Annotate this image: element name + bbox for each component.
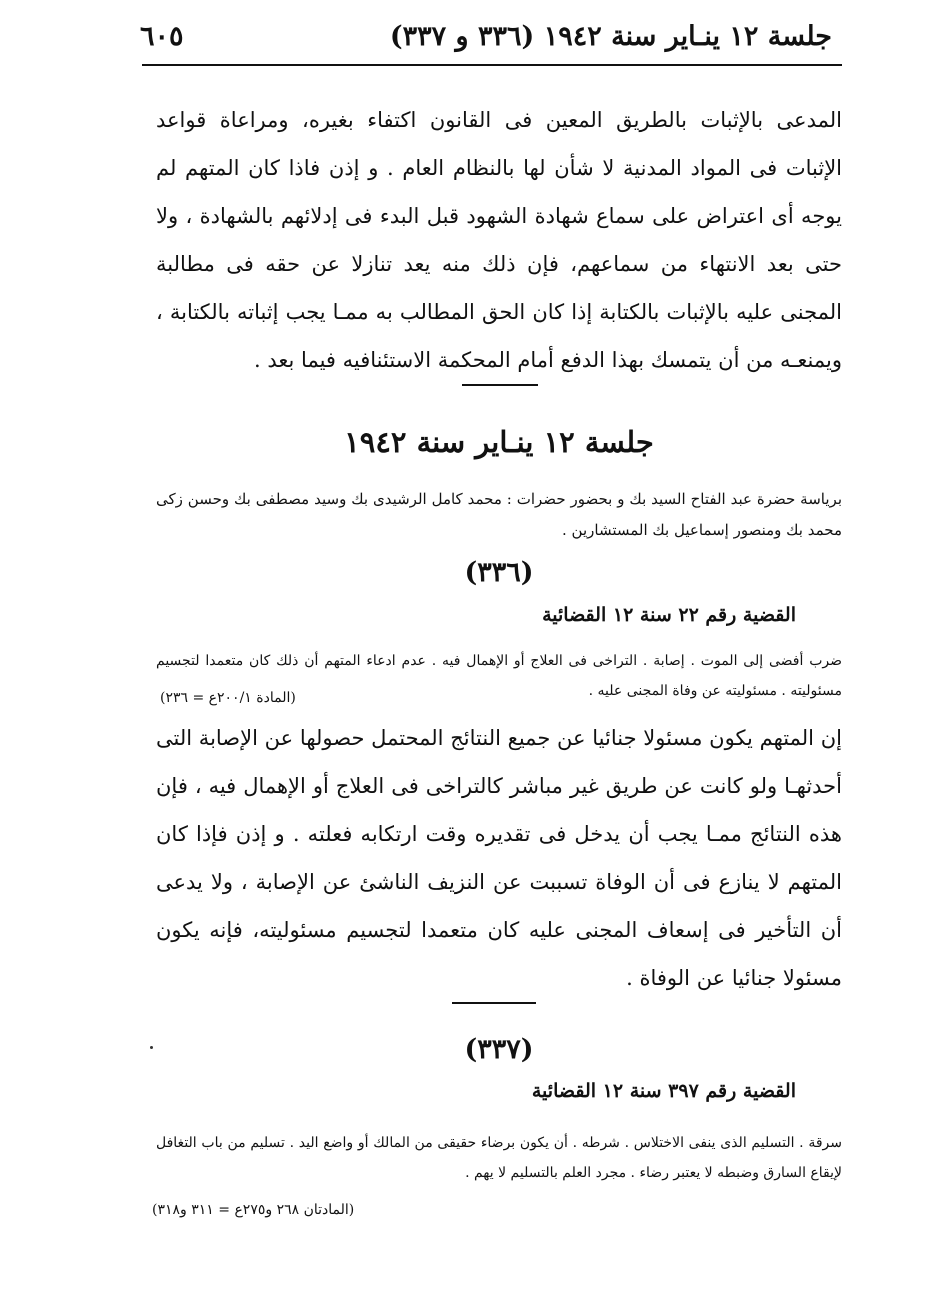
presiding-judges: برياسة حضرة عبد الفتاح السيد بك و بحضور حضرات : محمد كامل الرشيدى بك وسيد مصطفى بك وحسن زكى محمد بك ومنصور إسماعيل بك المستشارين . [156, 490, 842, 539]
section-separator [462, 384, 538, 386]
running-title: جلسة ١٢ ينـاير سنة ١٩٤٢ (٣٣٦ و ٣٣٧) [389, 20, 832, 52]
case-number-337: (٣٣٧) [464, 1034, 534, 1065]
case-summary-336: ضرب أفضى إلى الموت . إصابة . التراخى فى العلاج أو الإهمال فيه . عدم ادعاء المتهم أن ذلك كان متعمدا لتجسيم مسئوليته . مسئوليته عن وفاة المجنى عليه . [156, 653, 842, 699]
case-title-337: القضية رقم ٣٩٧ سنة ١٢ القضائية [531, 1080, 796, 1102]
header-rule [142, 64, 842, 66]
intro-paragraph: المدعى بالإثبات بالطريق المعين فى القانون اكتفاء بغيره، ومراعاة قواعد الإثبات فى المواد المدنية لا شأن لها بالنظام العام . و إذن فاذا كان المتهم لم يوجه أى اعتراض على سماع شهادة الشهود قبل البدء فى إدلائهم بالشهادة ، ولا حتى بعد الانتهاء من سماعهم، فإن ذلك منه يعد تنازلا عن حقه فى مطالبة المجنى عليه بالإثبات بالكتابة إذا كان الحق المطالب به ممـا يجب إثباته بالكتابة ، ويمنعـه من أن يتمسك بهذا الدفع أمام المحكمة الاستئنافيه فيما بعد . [156, 108, 842, 372]
print-speck [150, 1046, 153, 1049]
case-body-336: إن المتهم يكون مسئولا جنائيا عن جميع النتائج المحتمل حصولها عن الإصابة التى أحدثهـا ولو كانت عن طريق غير مباشر كالتراخى فى العلاج أو الإهمال فيه ، فإن هذه النتائج ممـا يجب أن يدخل فى تقديره وقت ارتكابه فعلته . و إذن فإذا كان المتهم لا ينازع فى أن الوفاة تسببت عن النزيف الناشئ عن الإصابة ، ولا يدعى أن التأخير فى إسعاف المجنى عليه كان متعمدا لتجسيم مسئوليته، فإنه يكون مسئولا جنائيا عن الوفاة . [156, 726, 842, 990]
article-reference-336: (المادة ٢٠٠/١ع = ٢٣٦) [160, 690, 296, 706]
page-number: ٦٠٥ [140, 20, 184, 52]
case-summary-337: سرقة . التسليم الذى ينفى الاختلاس . شرطه . أن يكون برضاء حقيقى من المالك أو واضع اليد . تسليم من باب التغافل لإيقاع السارق وضبطه لا يعتبر رضاء . مجرد العلم بالتسليم لا يهم . [156, 1135, 842, 1181]
case-title-336: القضية رقم ٢٢ سنة ١٢ القضائية [542, 604, 796, 626]
section-separator [452, 1002, 536, 1004]
case-number-336: (٣٣٦) [464, 557, 534, 588]
article-reference-337: (المادتان ٢٦٨ و٢٧٥ع = ٣١١ و٣١٨) [152, 1202, 355, 1218]
page-header [140, 16, 832, 56]
session-title: جلسة ١٢ ينـاير سنة ١٩٤٢ [344, 425, 654, 459]
